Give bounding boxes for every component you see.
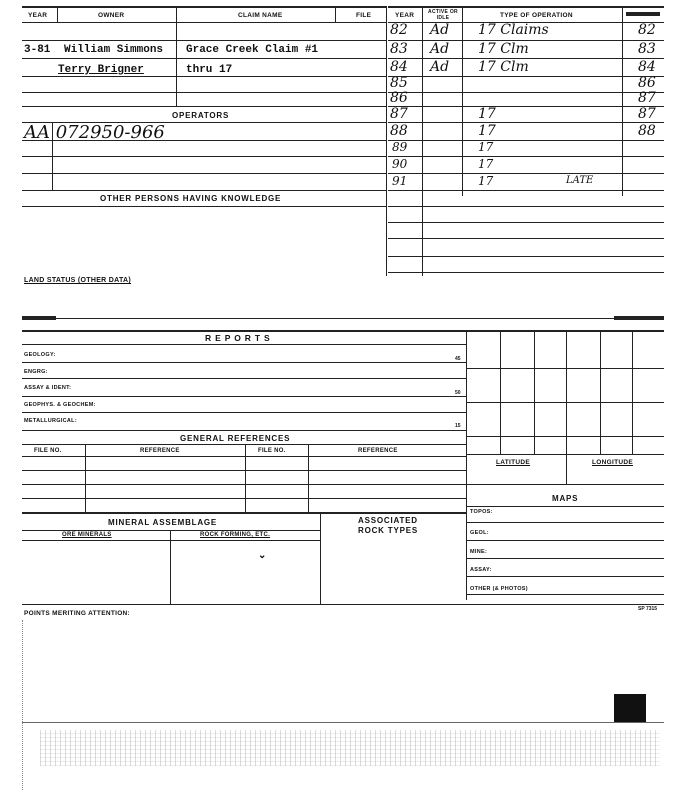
- reports-title: R E P O R T S: [205, 333, 271, 343]
- metallurgical-label: METALLURGICAL:: [24, 418, 77, 424]
- geophys-label: GEOPHYS. & GEOCHEM:: [24, 402, 96, 408]
- form-number: SP 7315: [638, 606, 658, 612]
- activity-end: 86: [638, 75, 656, 91]
- owner-row-claim: thru 17: [186, 64, 233, 76]
- activity-year: 91: [392, 174, 408, 188]
- activity-status: Ad: [430, 41, 450, 57]
- activity-year: 83: [390, 41, 408, 57]
- reference-header: REFERENCE: [140, 448, 180, 454]
- operator-handwritten: AA 072950-966: [24, 122, 165, 143]
- owner-header: OWNER: [98, 12, 125, 19]
- activity-type: 17: [478, 174, 494, 188]
- owner-row-name: Terry Brigner: [58, 64, 144, 76]
- longitude-label: LONGITUDE: [592, 459, 633, 466]
- reference-header: REFERENCE: [358, 448, 398, 454]
- activity-end: 87: [638, 106, 656, 122]
- file-header: FILE: [356, 12, 372, 19]
- ore-minerals-header: ORE MINERALS: [62, 532, 112, 538]
- activity-type: 17: [478, 123, 496, 139]
- activity-year: 85: [390, 75, 408, 91]
- type-of-operation-header: TYPE OF OPERATION: [500, 12, 573, 19]
- latitude-label: LATITUDE: [496, 459, 531, 466]
- scan-blot: [614, 694, 646, 722]
- year-header: YEAR: [28, 12, 48, 19]
- associated-label: ASSOCIATED: [358, 516, 418, 525]
- mineral-assemblage-title: MINERAL ASSEMBLAGE: [108, 518, 218, 527]
- activity-end: 83: [638, 41, 656, 57]
- other-photos-label: OTHER (& PHOTOS): [470, 586, 528, 592]
- check-mark: ⌄: [258, 550, 267, 561]
- claim-name-header: CLAIM NAME: [238, 12, 283, 19]
- redaction-bar: [614, 316, 664, 320]
- activity-year: 86: [390, 90, 408, 106]
- assay-ident-label: ASSAY & IDENT:: [24, 385, 72, 391]
- activity-status: Ad: [430, 22, 450, 38]
- activity-type: 17: [478, 157, 494, 171]
- activity-year: 90: [392, 157, 408, 171]
- rock-forming-header: ROCK FORMING, ETC.: [200, 532, 271, 538]
- land-status-label: LAND STATUS (OTHER DATA): [24, 277, 132, 284]
- metallurgical-num: 15: [455, 423, 461, 429]
- active-idle-header: ACTIVE OR IDLE: [428, 9, 458, 21]
- geology-label: GEOLOGY:: [24, 352, 56, 358]
- activity-type: 17 Claims: [478, 22, 549, 38]
- activity-year: 82: [390, 22, 408, 38]
- mine-label: MINE:: [470, 549, 488, 555]
- activity-status: Ad: [430, 59, 450, 75]
- activity-year: 84: [390, 59, 408, 75]
- topos-label: TOPOS:: [470, 509, 493, 515]
- geology-num: 45: [455, 356, 461, 362]
- activity-type: 17 Clm: [478, 59, 529, 75]
- activity-year: 87: [390, 106, 408, 122]
- redacted-mark: [626, 12, 660, 16]
- activity-end: 84: [638, 59, 656, 75]
- scan-noise: [40, 730, 660, 766]
- activity-year-header: YEAR: [395, 12, 415, 19]
- activity-type: 17: [478, 106, 496, 122]
- activity-end: 88: [638, 123, 656, 139]
- activity-type: 17 Clm: [478, 41, 529, 57]
- owner-row-year: 3-81: [24, 44, 51, 56]
- assay-num: 50: [455, 390, 461, 396]
- maps-title: MAPS: [552, 494, 579, 503]
- owner-row-name: William Simmons: [64, 44, 164, 56]
- geol-label: GEOL:: [470, 530, 489, 536]
- activity-type: 17: [478, 140, 494, 154]
- assay-map-label: ASSAY:: [470, 567, 492, 573]
- points-meriting-attention-label: POINTS MERITING ATTENTION:: [24, 610, 131, 617]
- engrg-label: ENGRG:: [24, 369, 48, 375]
- late-note: LATE: [566, 175, 594, 186]
- activity-end: 87: [638, 90, 656, 106]
- rock-types-label: ROCK TYPES: [358, 526, 419, 535]
- activity-year: 89: [392, 140, 408, 154]
- general-references-title: GENERAL REFERENCES: [180, 434, 291, 443]
- other-persons-label: OTHER PERSONS HAVING KNOWLEDGE: [100, 194, 282, 203]
- redaction-bar: [22, 316, 56, 320]
- owner-row-claim: Grace Creek Claim #1: [186, 44, 319, 56]
- file-no-header: FILE NO.: [258, 448, 286, 454]
- activity-end: 82: [638, 22, 656, 38]
- file-no-header: FILE NO.: [34, 448, 62, 454]
- operators-label: OPERATORS: [172, 111, 230, 120]
- activity-year: 88: [390, 123, 408, 139]
